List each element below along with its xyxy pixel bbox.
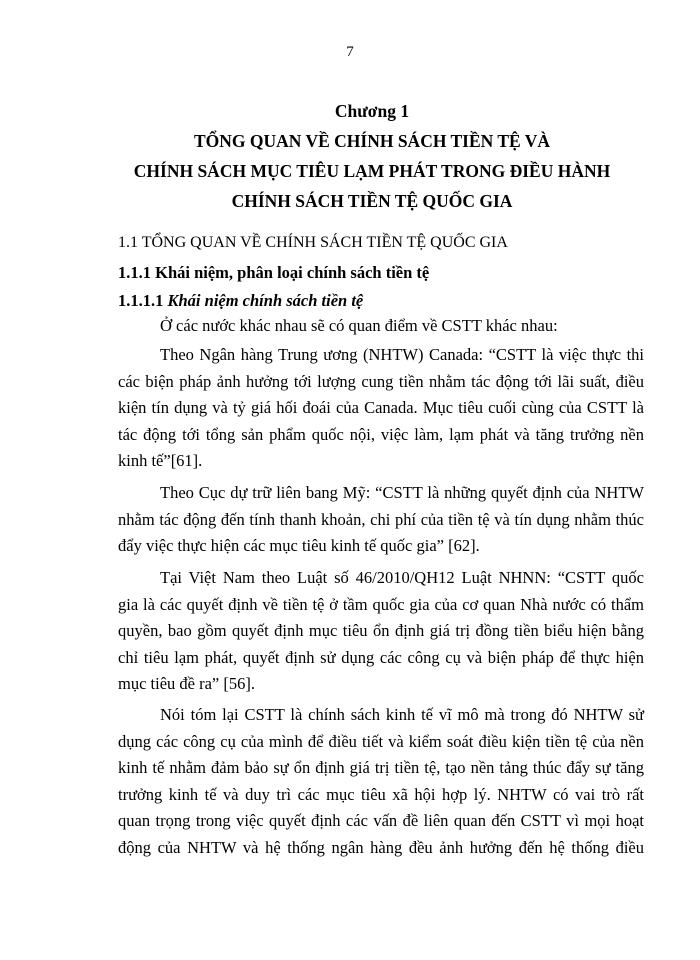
chapter-title-line: CHÍNH SÁCH MỤC TIÊU LẠM PHÁT TRONG ĐIỀU HÀNH: [133, 161, 611, 181]
section-heading-1-1: 1.1 TỔNG QUAN VỀ CHÍNH SÁCH TIỀN TỆ QUỐC GIA: [118, 234, 508, 251]
text-line: trưởng kinh tế và duy trì các mục tiêu xã hội hợp lý. NHTW có vai trò rất: [118, 784, 644, 804]
section-title: Khái niệm chính sách tiền tệ: [167, 291, 364, 310]
page-number: 7: [346, 44, 354, 60]
section-number: 1.1.1.1: [118, 291, 164, 310]
text-line: nhằm tác động đến tính thanh khoản, chi phí của tiền tệ và tín dụng nhằm thúc: [118, 509, 644, 529]
text-line: Ở các nước khác nhau sẽ có quan điểm về CSTT khác nhau:: [160, 316, 558, 335]
text-line: kinh tế nhằm đảm bảo sự ổn định giá trị tiền tệ, tạo nền tảng thúc đẩy sự tăng: [118, 758, 644, 778]
chapter-label: Chương 1: [334, 101, 410, 121]
chapter-heading: [100, 96, 644, 216]
text-line: gia là các quyết định về tiền tệ ở tầm quốc gia của cơ quan Nhà nước có thẩm: [118, 594, 644, 614]
text-line: Nói tóm lại CSTT là chính sách kinh tế vĩ mô mà trong đó NHTW sử: [160, 705, 644, 724]
text-line: chỉ tiêu lạm phát, quyết định sử dụng các công cụ và biện pháp để thực hiện: [118, 647, 644, 667]
text-line: tác động tới tổng sản phẩm quốc nội, việc làm, lạm phát và tăng trưởng nền: [118, 424, 644, 444]
text-line: động của NHTW và hệ thống ngân hàng đều ảnh hưởng đến hệ thống điều: [118, 837, 644, 857]
section-heading-1-1-1: 1.1.1 Khái niệm, phân loại chính sách tiền tệ: [118, 263, 430, 282]
text-line: Theo Ngân hàng Trung ương (NHTW) Canada: “CSTT là việc thực thi: [160, 345, 644, 364]
text-line: Tại Việt Nam theo Luật số 46/2010/QH12 Luật NHNN: “CSTT quốc: [160, 568, 644, 587]
paragraph: [118, 480, 644, 560]
text-line: dụng các công cụ của mình để điều tiết và kiểm soát điều kiện tiền tệ của nền: [118, 731, 644, 751]
text-line: quyền, bao gồm quyết định mục tiêu ổn định giá trị đồng tiền biểu hiện bằng: [118, 621, 644, 641]
text-line: quan trọng trong việc quyết định các vấn đề liên quan đến CSTT vì mọi hoạt: [118, 811, 644, 831]
paragraph: [118, 313, 644, 340]
paragraph: [118, 565, 644, 698]
text-line: đẩy việc thực hiện các mục tiêu kinh tế quốc gia” [62].: [118, 536, 480, 556]
text-line: mục tiêu đề ra” [56].: [118, 674, 255, 694]
chapter-title-line: CHÍNH SÁCH TIỀN TỆ QUỐC GIA: [231, 191, 513, 211]
text-line: kiện tín dụng và tỷ giá hối đoái của Canada. Mục tiêu cuối cùng của CSTT là: [118, 398, 644, 418]
paragraph: [118, 702, 644, 862]
text-line: kinh tế”[61].: [118, 451, 203, 471]
text-line: các biện pháp ảnh hưởng tới lượng cung tiền nhằm tác động tới lãi suất, điều: [118, 371, 644, 391]
paragraph: [118, 342, 644, 475]
section-heading-1-1-1-1: [118, 291, 363, 311]
text-line: Theo Cục dự trữ liên bang Mỹ: “CSTT là những quyết định của NHTW: [160, 483, 644, 502]
chapter-title-line: TỔNG QUAN VỀ CHÍNH SÁCH TIỀN TỆ VÀ: [193, 131, 551, 151]
